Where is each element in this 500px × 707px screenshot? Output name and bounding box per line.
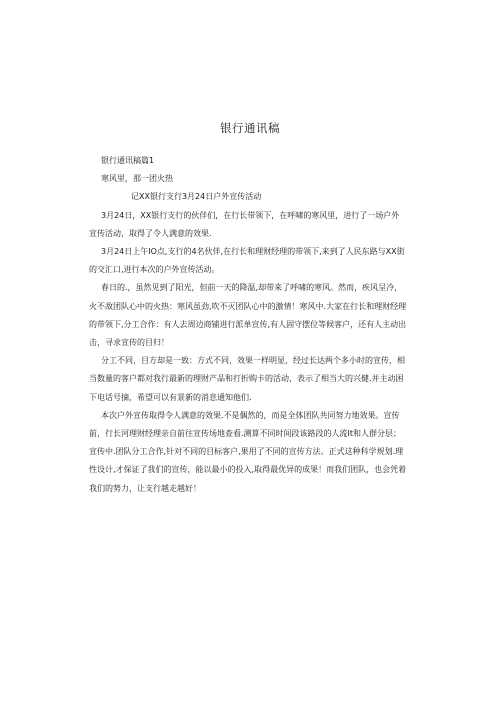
- paragraph-2: 3月24日上午IO点,支行的4名伙伴,在行长和理财经理的带领下,来到了人民东路与XX街的交汇口,进行本次的户外宣传活动。: [89, 247, 405, 275]
- paragraph-3: 春日的.，虽然见到了阳光，但前一天的降温,却带来了呼啸的寒风。然而，疾风呈冷，火不敌团队心中的火热：寒风虽劲,吹不灭团队心中的激情！寒风中.大家在行长和理财经理的带领下,分工合作：有人去周边商铺进行派单宣传,有人固守摆位等候客户，还有人主动出击，寻求宣传的目归！: [89, 283, 407, 348]
- document-title: 银行通讯稿: [220, 121, 280, 135]
- article-subtitle: 寒风里，那一团火热: [101, 174, 173, 184]
- paragraph-4: 分工不同，目方却是一致：方式不同，效果一样明显，经过长达两个多小时的宣传，相当数量的客户都对我行最新的理财产品和打折购卡的活动，表示了相当大的兴健.并主动困下电话号摘，希望可以有景新的消息通知他们.: [89, 356, 405, 402]
- paragraph-5: 本次户外宣传取得令人满意的效果.不是偶然的，而是全体团队共同努力地效果。宣传前，行长河理财经理亲自前往宣传场地查看.测算不同时间段该路段的人流It和人群分层；宣传中.团队分工合作,针对不同的目标客户,果用了不同的宣传方法。正式这种科学规划.理性设计,才保证了我们的宣传，能以最小的投入,取得最优异的成果！而我们团队，也会凭着我们的势力，让支行越走越好！: [89, 410, 407, 493]
- paragraph-1: 3月24日，XX银行支行的伙伴们，在行长带领下，在呼啸的寒风里，进行了一场户外宣传活动，取得了令人满意的效果.: [89, 210, 400, 238]
- event-title: 记XX银行支行3月24日户外宣传活动: [131, 192, 262, 202]
- document-body: [89, 152, 407, 498]
- article-heading: 银行通讯稿篇1: [101, 156, 155, 165]
